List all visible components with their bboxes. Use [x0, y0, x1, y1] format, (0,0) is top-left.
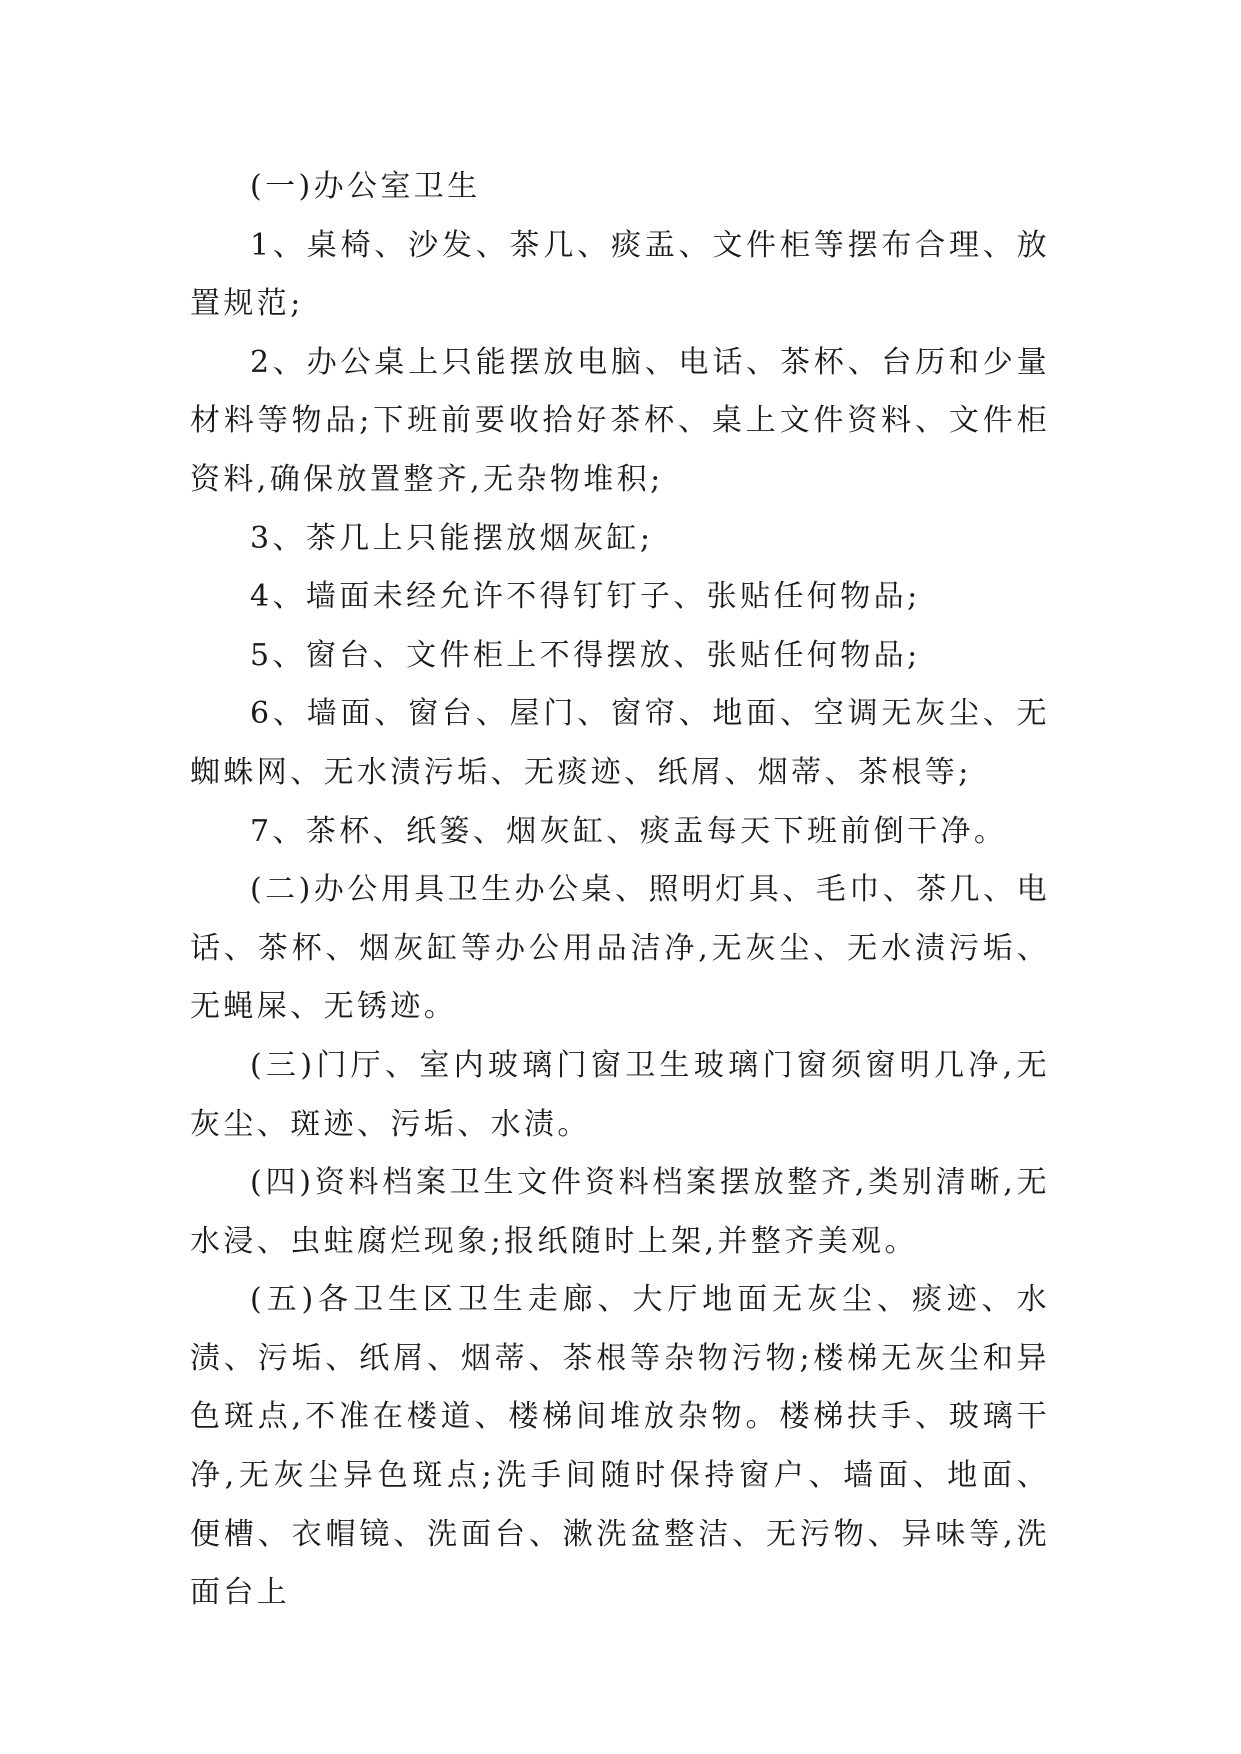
- rule-item-7: 7、茶杯、纸篓、烟灰缸、痰盂每天下班前倒干净。: [250, 813, 1008, 849]
- section-glass-doors-windows: (三)门厅、室内玻璃门窗卫生玻璃门窗须窗明几净,无灰尘、斑迹、污垢、水渍。: [190, 1047, 1050, 1142]
- section-archives: (四)资料档案卫生文件资料档案摆放整齐,类别清晰,无水浸、虫蛀腐烂现象;报纸随时上架,并整齐美观。: [190, 1165, 1050, 1259]
- section-heading-office: (一)办公室卫生: [250, 169, 481, 204]
- document-page: [190, 158, 1050, 1623]
- rule-item-6: 6、墙面、窗台、屋门、窗帘、地面、空调无灰尘、无蜘蛛网、无水渍污垢、无痰迹、纸屑、烟蒂、茶根等;: [190, 696, 1050, 790]
- rule-item-1: 1、桌椅、沙发、茶几、痰盂、文件柜等摆布合理、放置规范;: [190, 227, 1050, 322]
- section-office-supplies: (二)办公用具卫生办公桌、照明灯具、毛巾、茶几、电话、茶杯、烟灰缸等办公用品洁净,无灰尘、无水渍污垢、无蝇屎、无锈迹。: [190, 872, 1050, 1025]
- rule-item-2: 2、办公桌上只能摆放电脑、电话、茶杯、台历和少量材料等物品;下班前要收拾好茶杯、桌上文件资料、文件柜资料,确保放置整齐,无杂物堆积;: [190, 344, 1050, 497]
- rule-item-5: 5、窗台、文件柜上不得摆放、张贴任何物品;: [250, 637, 921, 673]
- section-hygiene-areas: (五)各卫生区卫生走廊、大厅地面无灰尘、痰迹、水渍、污垢、纸屑、烟蒂、茶根等杂物污物;楼梯无灰尘和异色斑点,不准在楼道、楼梯间堆放杂物。楼梯扶手、玻璃干净,无灰尘异色斑点;洗手间随时保持窗户、墙面、地面、便槽、衣帽镜、洗面台、漱洗盆整洁、无污物、异味等,洗面台上: [190, 1282, 1050, 1611]
- rule-item-3: 3、茶几上只能摆放烟灰缸;: [250, 520, 654, 556]
- rule-item-4: 4、墙面未经允许不得钉钉子、张贴任何物品;: [250, 579, 921, 615]
